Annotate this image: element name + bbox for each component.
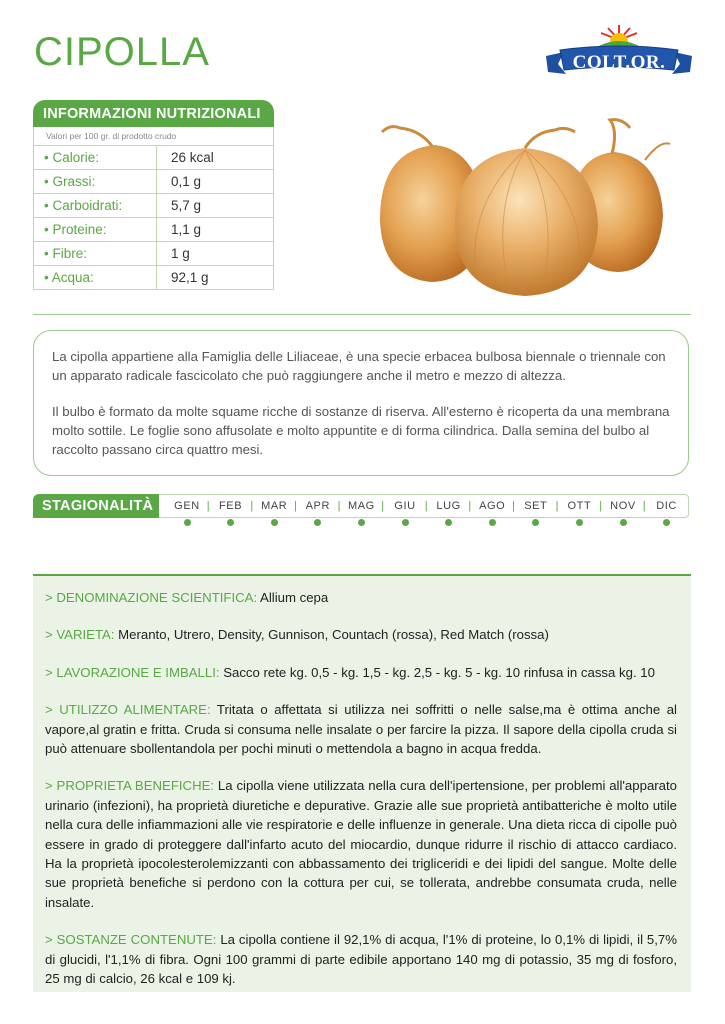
month-dot (358, 519, 365, 526)
description-box (33, 330, 689, 476)
seasonality-bar (33, 494, 689, 524)
nutrition-value: 0,1 g (157, 170, 274, 194)
detail-text: La cipolla viene utilizzata nella cura dell'ipertensione, per problemi all'apparato urinario (infezioni), ha proprietà diuretiche e depurative. Grazie alle sue proprietà antibatteriche è molto utile nella cura delle infiammazioni alle vie respiratorie e delle influenze in generale. Una dieta ricca di cipolle può essere in grado di proteggere dall'infarto acuto del miocardio, dunque ridurre il rischio di attacco cardiaco. Ha la proprietà ipocolesterolemizzanti con abbassamento dei trigliceridi e dei lipidi del sangue. Molte delle sue proprietà benefiche si perdono con la cottura per cui, se tollerata, andrebbe consumata cruda, nelle insalate. (45, 778, 677, 910)
detail-label: > UTILIZZO ALIMENTARE: (45, 702, 211, 718)
seasonality-label: STAGIONALITÀ (33, 494, 159, 518)
detail-text: Allium cepa (257, 590, 329, 605)
description-paragraph: Il bulbo è formato da molte squame ricche di sostanze di riserva. All'esterno è ricoperta da una membrana molto sottile. Le foglie sono affusolate e molto appuntite e di forma cilindrica. Dalla semina del bulbo al raccolto passano circa quattro mesi. (52, 404, 670, 457)
month-separator: | (206, 500, 210, 512)
nutrition-value: 5,7 g (157, 194, 274, 218)
month-giu: GIU (394, 500, 416, 512)
nutrition-table (33, 100, 274, 290)
nutrition-value: 92,1 g (157, 266, 274, 290)
page-title: CIPOLLA (34, 30, 210, 74)
detail-varieties (45, 625, 677, 644)
month-dot (663, 519, 670, 526)
nutrition-label: • Fibre: (34, 242, 157, 266)
detail-text: Meranto, Utrero, Density, Gunnison, Countach (rossa), Red Match (rossa) (114, 627, 549, 643)
month-set: SET (524, 500, 548, 512)
month-separator: | (381, 500, 385, 512)
month-dot (271, 519, 278, 526)
month-feb: FEB (218, 500, 243, 512)
nutrition-subheading: Valori per 100 gr. di prodotto crudo (33, 127, 274, 145)
detail-food-use (45, 700, 677, 758)
month-separator: | (250, 500, 254, 512)
nutrition-value: 1,1 g (157, 218, 274, 242)
detail-label: > LAVORAZIONE E IMBALLI: (45, 664, 220, 680)
month-separator: | (599, 500, 603, 512)
month-separator: | (337, 500, 341, 512)
month-dot (489, 519, 496, 526)
detail-label: > PROPRIETA BENEFICHE: (45, 778, 215, 794)
month-ott: OTT (567, 500, 592, 512)
month-dot (445, 519, 452, 526)
detail-label: > SOSTANZE CONTENUTE: (45, 932, 217, 948)
logo-text: COLT.OR. (572, 52, 666, 73)
month-dot (227, 519, 234, 526)
month-dot (532, 519, 539, 526)
detail-text: Tritata o affettata si utilizza nei soffritti o nelle salse,ma è ottima anche al vapore,al gratin e fritta. Cruda si consuma nelle insalate o per farcire la pizza. Il sapore della cipolla cruda si può attenuare sbollentandola per pochi minuti o mettendola a bagno in acqua fredda. (45, 702, 677, 757)
nutrition-value: 1 g (157, 242, 274, 266)
month-ago: AGO (479, 500, 506, 512)
detail-packaging (45, 663, 677, 682)
nutrition-value: 26 kcal (157, 146, 274, 170)
nutrition-label: • Proteine: (34, 218, 157, 242)
detail-benefits (45, 776, 677, 912)
month-apr: APR (305, 500, 330, 512)
month-dic: DIC (656, 500, 677, 512)
month-nov: NOV (610, 500, 636, 512)
nutrition-heading: INFORMAZIONI NUTRIZIONALI (33, 100, 274, 127)
detail-text: La cipolla contiene il 92,1% di acqua, l'1% di proteine, lo 0,1% di lipidi, il 5,7% di glucidi, l'1,1% di fibra. Ogni 100 grammi di parte edibile apportano 140 mg di potassio, 35 mg di fosforo, 25 mg di calcio, 26 kcal e 109 kj. (45, 932, 677, 987)
month-separator: | (424, 500, 428, 512)
nutrition-row (34, 146, 274, 170)
detail-substances (45, 930, 677, 988)
description-paragraph: La cipolla appartiene alla Famiglia delle Liliaceae, è una specie erbacea bulbosa biennale o triennale con un apparato radicale fascicolato che può raggiungere anche il metro e mezzo di altezza. (52, 349, 666, 383)
detail-label: > DENOMINAZIONE SCIENTIFICA: (45, 590, 258, 605)
divider (33, 314, 691, 315)
month-dot (402, 519, 409, 526)
month-mar: MAR (261, 500, 288, 512)
detail-text: Sacco rete kg. 0,5 - kg. 1,5 - kg. 2,5 - kg. 5 - kg. 10 rinfusa in cassa kg. 10 (219, 664, 655, 680)
coltor-logo (544, 22, 694, 82)
nutrition-row (34, 266, 274, 290)
month-separator: | (512, 500, 515, 512)
month-separator: | (468, 500, 472, 512)
month-lug: LUG (436, 500, 461, 512)
month-mag: MAG (347, 500, 375, 512)
nutrition-label: • Grassi: (34, 170, 157, 194)
nutrition-row (34, 242, 274, 266)
detail-scientific-name (45, 588, 677, 607)
details-panel (33, 574, 691, 992)
detail-label: > VARIETA: (45, 627, 115, 643)
nutrition-row (34, 194, 274, 218)
nutrition-label: • Calorie: (34, 146, 157, 170)
month-separator: | (642, 500, 646, 512)
month-gen: GEN (174, 500, 200, 512)
nutrition-label: • Carboidrati: (34, 194, 157, 218)
nutrition-row (34, 218, 274, 242)
month-dot (576, 519, 583, 526)
month-separator: | (555, 500, 559, 512)
month-dot (184, 519, 191, 526)
month-dot (620, 519, 627, 526)
onions-image (360, 110, 680, 300)
nutrition-row (34, 170, 274, 194)
nutrition-label: • Acqua: (34, 266, 157, 290)
month-dot (314, 519, 321, 526)
month-separator: | (294, 500, 297, 512)
